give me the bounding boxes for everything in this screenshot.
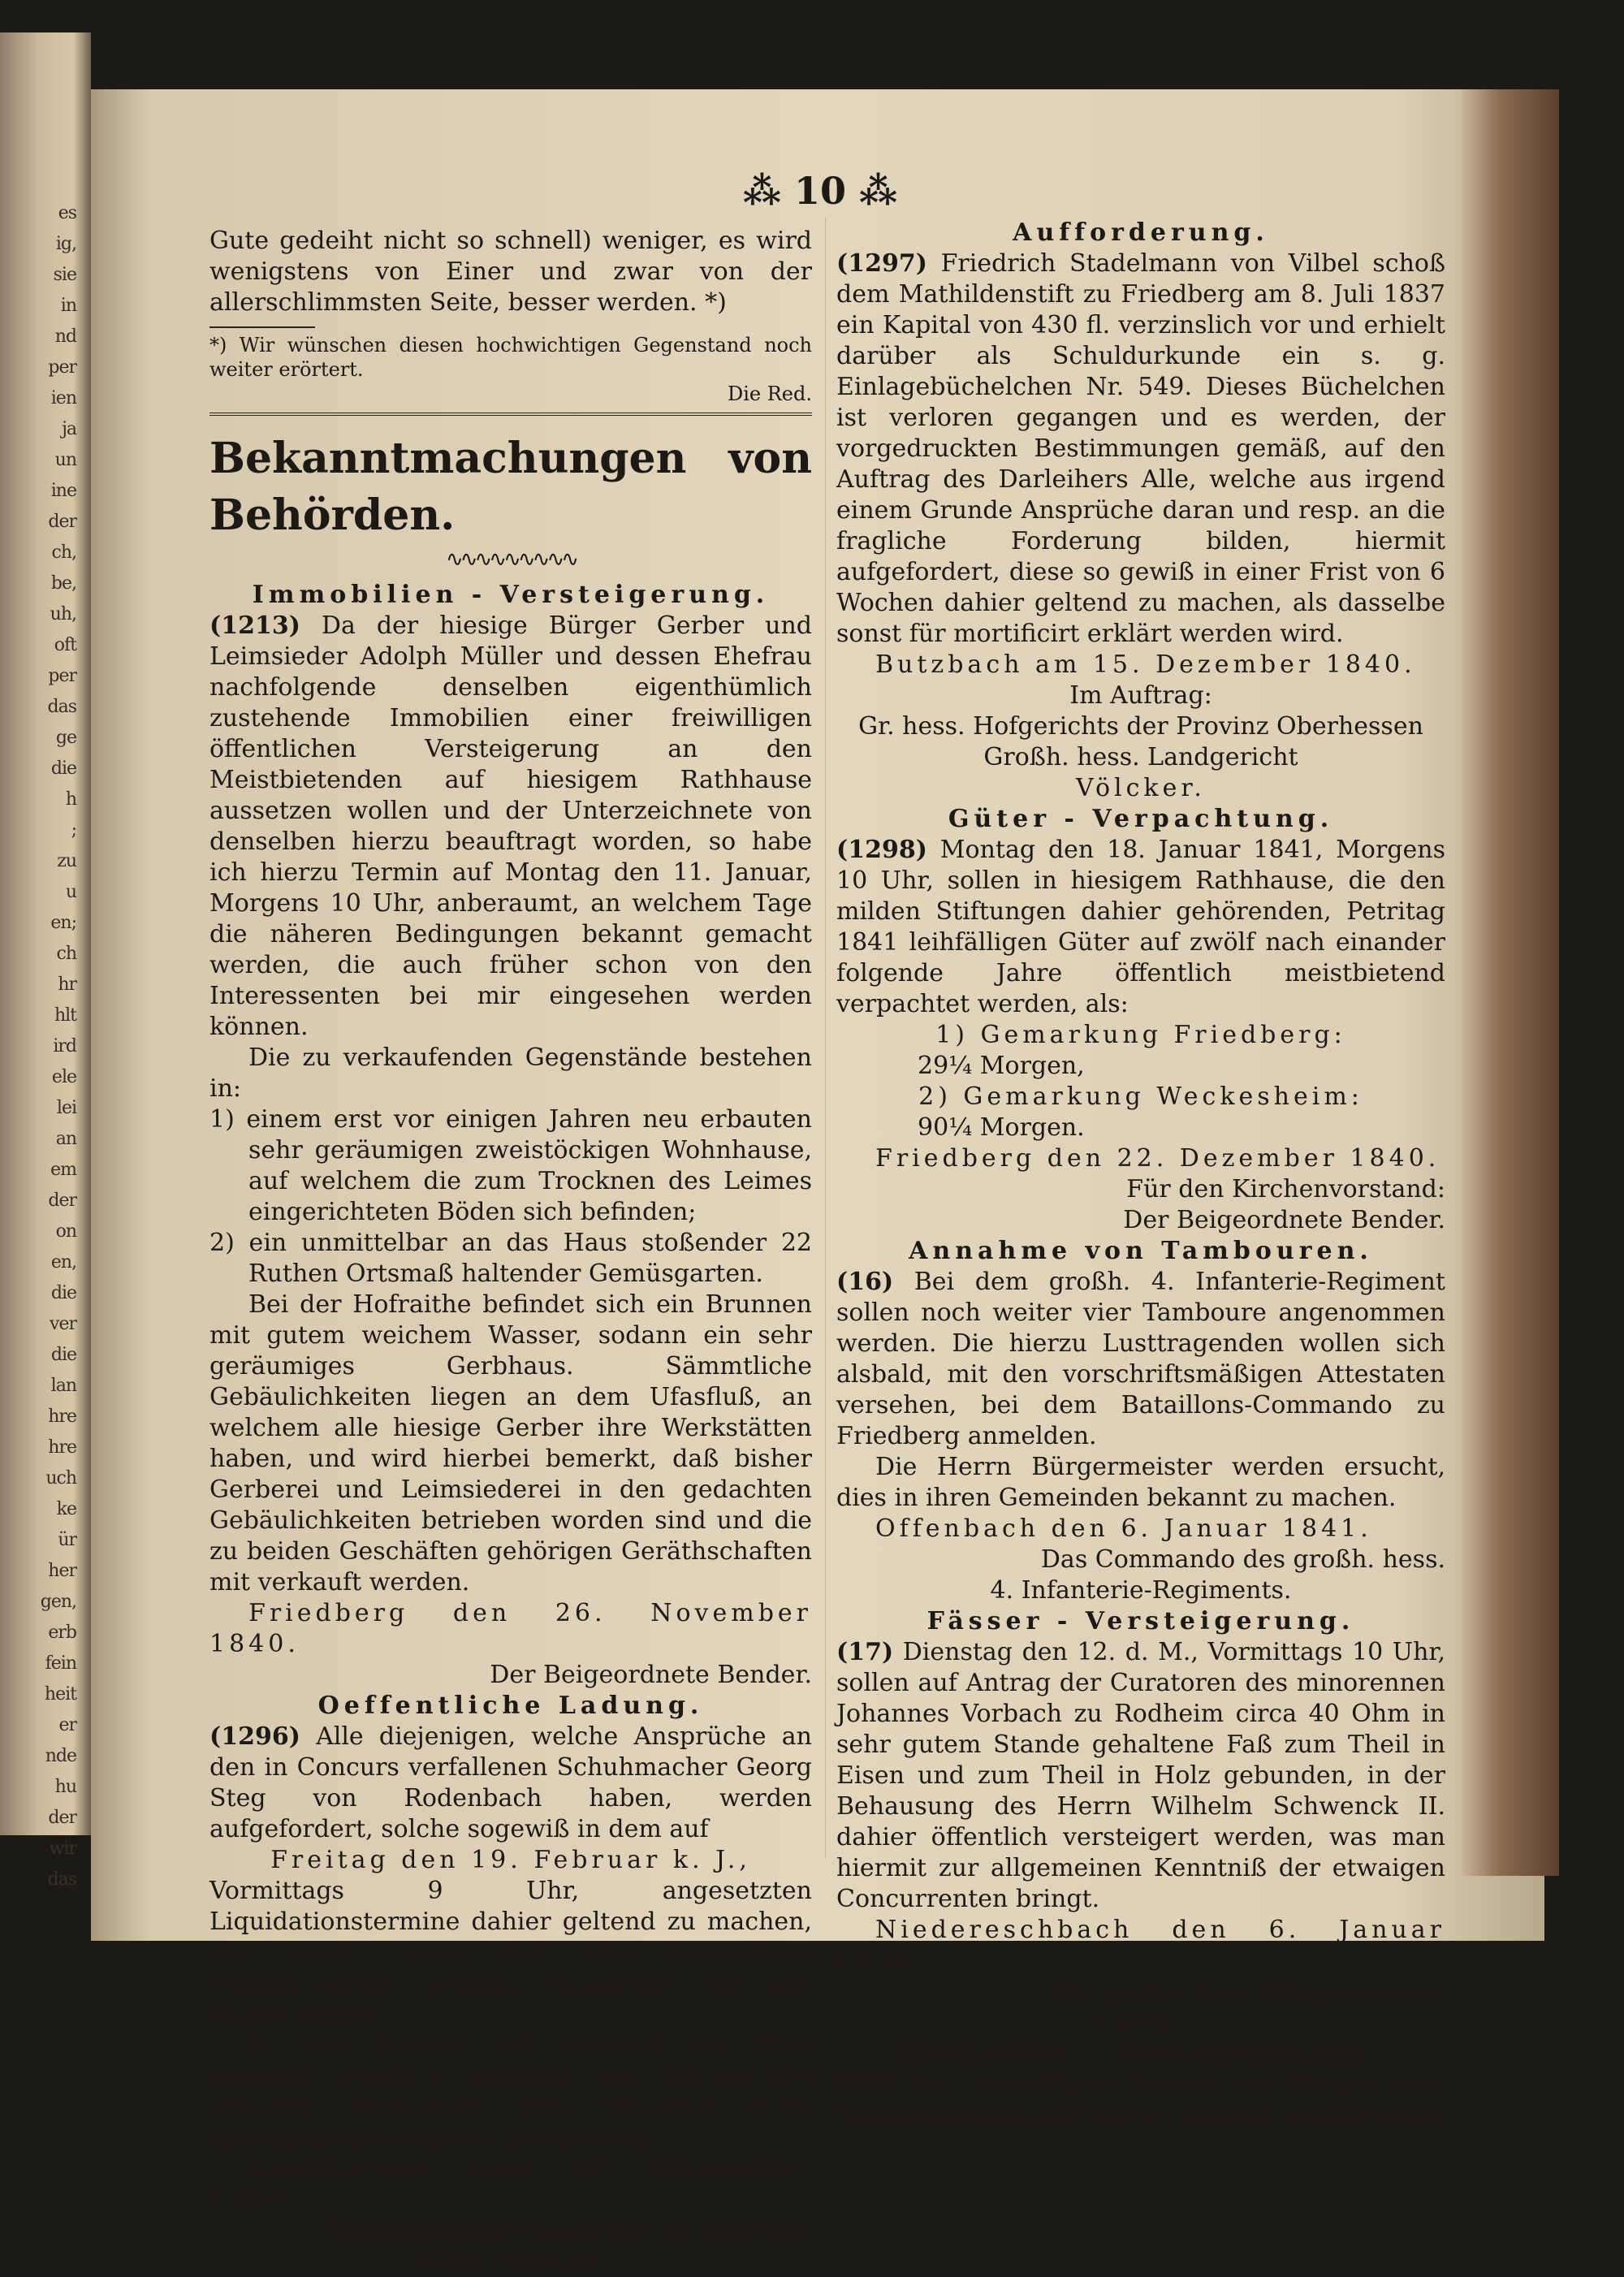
page-number-ornament-right: ⁂ <box>859 169 898 213</box>
margin-fragment: uch <box>45 1468 76 1488</box>
footnote-signature: Die Red. <box>727 382 812 405</box>
notice-17-signature-1: Der großh. hess. Bürgermeister <box>1051 1977 1445 2006</box>
margin-fragment: der <box>48 1190 76 1211</box>
margin-fragment: er <box>58 1715 76 1735</box>
margin-fragment: nde <box>45 1746 76 1766</box>
margin-fragment: ke <box>56 1499 76 1519</box>
intro-paragraph: Gute gedeiht nicht so schnell) weniger, es wird wenigstens von Einer und zwar von der allerschlimmsten Seite, besser werden. *) <box>209 227 812 317</box>
margin-fragment: lan <box>50 1376 76 1396</box>
notice-18-heading: Hofraithe - Versteigerung. <box>897 2039 1384 2067</box>
margin-fragment: ine <box>50 481 76 501</box>
section-rule <box>209 413 812 416</box>
notice-1213-body-2: Bei der Hofraithe befindet sich ein Brunnen mit gutem weichem Wasser, sodann ein sehr geräumiges Gerbhaus. Sämmtliche Gebäulichkeiten liegen an dem Ufasfluß, an welchem alle hiesige Gerber ihre Werkstätten haben, und wird hierbei bemerkt, daß bisher Gerberei und Leimsiederei in den gedachten Gebäulichkeiten betrieben worden sind und die zu beiden Geschäften gehörigen Geräthschaften mit verkauft werden. <box>209 1290 812 1596</box>
notice-18-number: (18) <box>836 2070 894 2098</box>
notice-17-body: (17) Dienstag den 12. d. M., Vormittags 10 Uhr, sollen auf Antrag der Curatoren des minorennen Johannes Vorbach zu Rodheim circa 40 Ohm in sehr gutem Stande gehaltene Faß zum Theil in Eisen und zum Theil in Holz gebunden, in der Behausung des Herrn Wilhelm Schwenck II. dahier öffentlich versteigert werden, was man hiermit zur allgemeinen Kenntniß der etwaigen Concurrenten bringt. <box>836 1638 1445 1913</box>
margin-fragment: wir <box>49 1838 76 1859</box>
footnote: *) Wir wünschen diesen hochwichtigen Gegenstand noch weiter erörtert. <box>209 334 812 381</box>
left-column <box>209 226 812 2277</box>
notice-1296-heading: Oeffentliche Ladung. <box>317 1692 704 1720</box>
margin-fragment: per <box>48 666 76 686</box>
margin-fragment: ch <box>56 944 76 964</box>
margin-fragment: die <box>50 1345 76 1365</box>
margin-fragment: h <box>65 789 76 810</box>
notice-1297-heading: Aufforderung. <box>1013 218 1269 247</box>
margin-fragment: per <box>48 357 76 378</box>
margin-fragment: ien <box>50 388 76 408</box>
notice-1296-signature-1: Großherzoglich hessisches Landgericht <box>322 2216 812 2245</box>
margin-fragment: heit <box>44 1684 76 1705</box>
page-number-value: 10 <box>793 169 846 213</box>
margin-fragment: em <box>50 1160 76 1180</box>
notice-17-place-date: Niedereschbach den 6. Januar 1841. <box>836 1916 1445 1975</box>
list-item: 1) einem erst vor einigen Jahren neu erbauten sehr geräumigen zweistöckigen Wohnhause, auf welchem die zum Trocknen des Leimes eingerichteten Böden sich befinden; <box>209 1105 812 1226</box>
notice-16-signature-2: 4. Infanterie-Regiments. <box>990 1576 1292 1605</box>
page-edge-right <box>1462 89 1559 1876</box>
notice-16-signature-1: Das Commando des großh. hess. <box>1040 1545 1445 1574</box>
margin-fragment: lei <box>56 1098 76 1118</box>
notice-1296-body: (1296) Alle diejenigen, welche Ansprüche an den in Concurs verfallenen Schuhmacher Georg Steg von Rodenbach haben, werden aufgefordert, solche sogewiß in dem auf <box>209 1722 812 1843</box>
margin-fragment: ch, <box>51 542 76 563</box>
margin-fragment: erb <box>48 1622 76 1643</box>
margin-fragment: zu <box>57 851 76 871</box>
page-number-ornament-left: ⁂ <box>742 169 781 213</box>
margin-fragment: u <box>65 882 76 902</box>
margin-fragment: hre <box>48 1406 76 1427</box>
notice-1297-signature-4: Völcker. <box>1076 774 1206 802</box>
notice-16-place-date: Offenbach den 6. Januar 1841. <box>875 1514 1372 1543</box>
notice-1296-number: (1296) <box>209 1722 300 1751</box>
notice-1213-body: (1213) Da der hiesige Bürger Gerber und Leimsieder Adolph Müller und dessen Ehefrau nachfolgende denselben eigenthümlich zustehende Immobilien einer freiwilligen öffentlichen Versteigerung an den Meistbietenden auf hiesigem Rathhause aussetzen wollen und der Unterzeichnete von denselben hierzu beauftragt worden, so habe ich hierzu Termin auf Montag den 11. Januar, Morgens 10 Uhr, anberaumt, an welchem Tage die näheren Bedingungen bekannt gemacht werden, die auch früher schon von den Interessenten bei mir eingesehen werden können. <box>209 611 812 1041</box>
notice-1297-number: (1297) <box>836 249 927 278</box>
notice-1298-place-date: Friedberg den 22. Dezember 1840. <box>875 1144 1440 1173</box>
margin-fragment: das <box>47 697 76 717</box>
margin-fragment: an <box>55 1129 76 1149</box>
margin-fragment: on <box>55 1221 76 1242</box>
margin-fragment: hlt <box>54 1005 76 1026</box>
margin-fragment: die <box>50 1283 76 1303</box>
notice-1213-list <box>209 1104 812 1290</box>
margin-fragment: nd <box>54 326 76 347</box>
notice-1296-place-date: Großkarben den 10. Dezember 1840. <box>209 2154 812 2214</box>
margin-fragment: en, <box>50 1252 76 1272</box>
notice-1297-signature-3: Großh. hess. Landgericht <box>983 743 1298 771</box>
previous-page-edge <box>0 32 91 1890</box>
margin-fragment: der <box>48 1808 76 1828</box>
margin-fragment: ; <box>71 820 76 840</box>
margin-fragment: ver <box>50 1314 76 1334</box>
notice-1298-heading: Güter - Verpachtung. <box>948 805 1334 833</box>
notice-1298-parcel-2-size: 90¼ Morgen. <box>918 1113 1085 1142</box>
notice-1296-body-2: Vormittags 9 Uhr, angesetzten Liquidationstermine dahier geltend zu machen, als sonst, ohne daß ein besonderes Präclusivdecret erfolgt, Ausschluß von der Masse eintritt. <box>209 1877 812 2029</box>
notice-16-number: (16) <box>836 1268 894 1296</box>
column-divider <box>825 218 826 1858</box>
notice-17-signature-2: Fahz. <box>1097 2008 1185 2037</box>
page-number <box>731 169 909 213</box>
notice-1298-parcel-1-size: 29¼ Morgen, <box>918 1052 1085 1080</box>
notice-16-body: (16) Bei dem großh. 4. Infanterie-Regiment sollen noch weiter vier Tamboure angenommen werden. Die hierzu Lusttragenden wollen sich alsbald, mit den vorschriftsmäßigen Attestaten versehen, bei dem Bataillons-Commando zu Friedberg anmelden. <box>836 1268 1445 1450</box>
list-item: 2) ein unmittelbar an das Haus stoßender 22 Ruthen Ortsmaß haltender Gemüsgarten. <box>209 1229 812 1288</box>
notice-1213-heading: Immobilien - Versteigerung. <box>252 581 770 609</box>
notice-1298-parcel-2: 2) Gemarkung Weckesheim: <box>918 1082 1363 1111</box>
margin-fragment: oft <box>54 635 76 655</box>
margin-fragment: hr <box>58 974 76 995</box>
margin-fragment: das <box>47 1869 76 1890</box>
notice-1297-signature-2: Gr. hess. Hofgerichts der Provinz Oberhessen <box>858 712 1423 741</box>
notice-17-number: (17) <box>836 1638 894 1666</box>
margin-fragment: un <box>54 450 76 470</box>
margin-fragment: be, <box>50 573 76 594</box>
margin-fragment: die <box>50 758 76 779</box>
margin-fragment: ig, <box>55 234 76 254</box>
notice-1213-number: (1213) <box>209 611 300 640</box>
margin-fragment: der <box>48 512 76 532</box>
notice-16-heading: Annahme von Tambouren. <box>909 1237 1373 1265</box>
notice-1297-body: (1297) Friedrich Stadelmann von Vilbel schoß dem Mathildenstift zu Friedberg am 8. Juli 1837 ein Kapital von 430 fl. verzinslich vor und erhielt darüber als Schuldurkunde ein s. g. Einlagebüchelchen Nr. 549. Dieses Büchelchen ist verloren gegangen und es werden, der vorgedruckten Bestimmungen gemäß, auf den Auftrag des Darleihers Alle, welche aus irgend einem Grunde Ansprüche daran und resp. an die fragliche Forderung bilden, hiermit aufgefordert, diese so gewiß in einer Frist von 6 Wochen dahier geltend zu machen, als dasselbe sonst für mortificirt erklärt werden wird. <box>836 249 1445 648</box>
notice-1296-date: Freitag den 19. Februar k. J., <box>270 1846 751 1874</box>
notice-1213-list-intro: Die zu verkaufenden Gegenstände bestehen in: <box>209 1043 812 1103</box>
section-title: Bekanntmachungen von Behörden. <box>209 434 812 540</box>
notice-1297-signature-1: Im Auftrag: <box>1069 681 1212 710</box>
margin-fragment: hre <box>48 1437 76 1458</box>
notice-1298-body: (1298) Montag den 18. Januar 1841, Morgens 10 Uhr, sollen in hiesigem Rathhause, die den milden Stiftungen dahier gehörenden, Petritag 1841 leihfälligen Güter auf zwölf nach einander folgende Jahre öffentlich meistbietend verpachtet werden, als: <box>836 836 1445 1018</box>
section-ornament: ∿∿∿∿∿∿∿∿∿ <box>445 547 577 572</box>
notice-1298-parcel-1: 1) Gemarkung Friedberg: <box>935 1021 1346 1049</box>
notice-1298-signature-2: Der Beigeordnete Bender. <box>1123 1206 1445 1234</box>
margin-fragment: fein <box>45 1653 76 1674</box>
margin-fragment: uh, <box>50 604 76 624</box>
margin-fragment: ge <box>55 728 76 748</box>
margin-fragment: hu <box>54 1777 76 1797</box>
notice-1298-signature-1: Für den Kirchenvorstand: <box>1126 1175 1445 1203</box>
margin-fragment: sie <box>53 265 76 285</box>
margin-fragment: gen, <box>40 1592 76 1612</box>
notice-1297-place-date: Butzbach am 15. Dezember 1840. <box>875 650 1416 679</box>
right-column <box>836 218 1445 2131</box>
notice-16-body-2: Die Herrn Bürgermeister werden ersucht, dies in ihren Gemeinden bekannt zu machen. <box>836 1453 1445 1512</box>
notice-1213-signature: Der Beigeordnete Bender. <box>490 1661 812 1689</box>
notice-1296-signature-2: Muhl. Schmidt. <box>416 2247 606 2275</box>
notice-1213-place-date: Friedberg den 26. November 1840. <box>209 1599 812 1658</box>
margin-fragment: ele <box>51 1067 76 1087</box>
notice-17-heading: Fässer - Versteigerung. <box>926 1607 1355 1635</box>
notice-1296-body-3: In dem Termin soll zugleich die Güte versucht werden, weßhalb die Vollmachten etwaiger Mandatare zum Abschluß eines Arrangements ermächtigen müssen. <box>209 2031 812 2152</box>
margin-fragment: ja <box>62 419 76 439</box>
margin-fragment: es <box>58 203 76 223</box>
margin-fragment: in <box>60 296 76 316</box>
margin-fragment: ür <box>58 1530 76 1550</box>
margin-fragment: her <box>48 1561 76 1581</box>
margin-fragment: en; <box>50 913 76 933</box>
notice-18-body: (18) Auf freiwilligen Antrag der Bürger und Sattler Karl Decher'schen Eheleute soll Dienstag <box>836 2070 1445 2129</box>
notice-1298-number: (1298) <box>836 836 927 864</box>
margin-fragment: ird <box>53 1036 76 1056</box>
